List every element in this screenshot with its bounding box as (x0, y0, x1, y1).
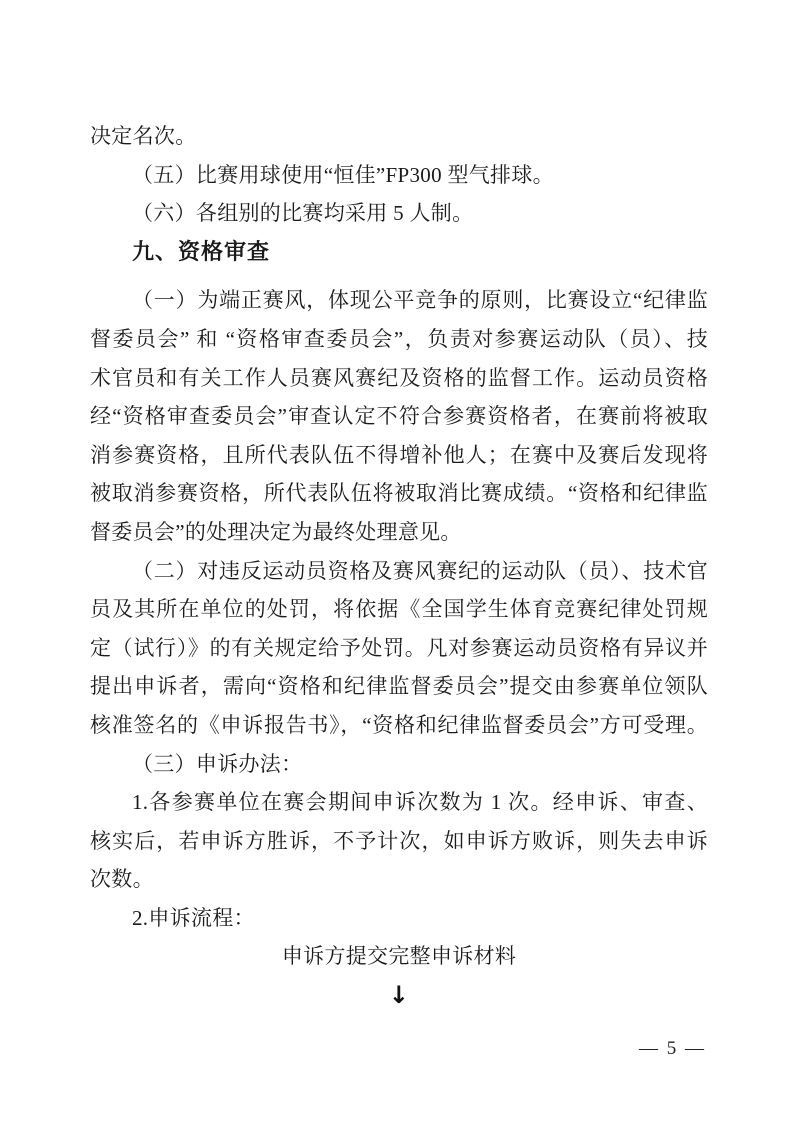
paragraph-two-line: 定（试行）》的有关规定给予处罚。凡对参赛运动员资格有异议并 (90, 635, 708, 660)
appeal-rule-line: 1.各参赛单位在赛会期间申诉次数为 1 次。经申诉、审查、 (132, 790, 708, 815)
paragraph-two-line: （二）对违反运动员资格及赛风赛纪的运动队（员）、技术官 (132, 558, 708, 583)
appeal-rule-paragraph (90, 783, 708, 899)
paragraph-two-line: 核准签名的《申诉报告书》，“资格和纪律监督委员会”方可受理。 (90, 712, 708, 737)
paragraph-continuation: 决定名次。 (90, 124, 197, 148)
section-heading: 九、资格审查 (132, 238, 271, 264)
paragraph-two-line: 提出申诉者，需向“资格和纪律监督委员会”提交由参赛单位领队 (90, 674, 708, 699)
down-arrow-icon: ↓ (388, 981, 410, 1010)
list-item-five: （五）比赛用球使用“恒佳”FP300 型气排球。 (132, 162, 554, 187)
flow-step-one: 申诉方提交完整申诉材料 (281, 944, 517, 969)
paragraph-one-line: 督委员会”的处理决定为最终处理意见。 (90, 519, 462, 544)
paragraph-two-line: 员及其所在单位的处罚，将依据《全国学生体育竞赛纪律处罚规 (90, 597, 708, 622)
paragraph-one-line: 被取消参赛资格，所代表队伍将被取消比赛成绩。“资格和纪律监 (90, 481, 708, 506)
paragraph-one-line: （一）为端正赛风，体现公平竞争的原则，比赛设立“纪律监 (132, 288, 708, 313)
appeal-flow-label: 2.申诉流程： (132, 905, 255, 930)
appeal-rule-line: 核实后，若申诉方胜诉，不予计次，如申诉方败诉，则失去申诉 (90, 828, 708, 853)
list-item-six: （六）各组别的比赛均采用 5 人制。 (132, 201, 474, 226)
list-item-three: （三）申诉办法： (132, 751, 303, 776)
paragraph-one-line: 消参赛资格，且所代表队伍不得增补他人；在赛中及赛后发现将 (90, 442, 708, 467)
document-body (90, 117, 708, 1015)
paragraph-one-line: 术官员和有关工作人员赛风赛纪及资格的监督工作。运动员资格 (90, 365, 708, 390)
paragraph-two (90, 552, 708, 745)
paragraph-one (90, 281, 708, 551)
paragraph-one-line: 督委员会” 和 “资格审查委员会”，负责对参赛运动队（员）、技 (90, 326, 708, 351)
appeal-rule-line: 次数。 (90, 867, 154, 892)
paragraph-one-line: 经“资格审查委员会”审查认定不符合参赛资格者，在赛前将被取 (90, 404, 708, 429)
page-number: — 5 — (639, 1038, 706, 1059)
